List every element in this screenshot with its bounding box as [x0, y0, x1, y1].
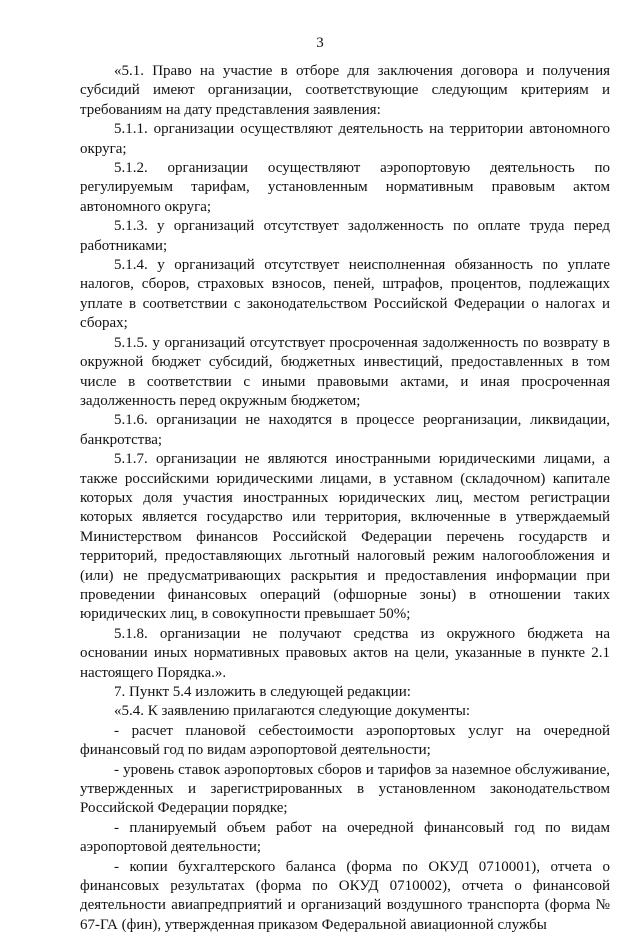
paragraph-5-1-5: 5.1.5. у организаций отсутствует просроченная задолженность по возврату в окружной бюджет субсидий, бюджетных инвестиций, предоставленных в том числе в соответствии с иными правовыми актами, и иная просроченная задолженность перед окружным бюджетом; — [80, 334, 610, 409]
list-item: - копии бухгалтерского баланса (форма по ОКУД 0710001), отчета о финансовых результатах (форма по ОКУД 0710002), отчета о финансовой деятельности авиапредприятий и организаций воздушного транспорта (форма № 67-ГА (фин), утвержденная приказом Федеральной авиационной службы — [80, 858, 610, 933]
paragraph-5-1-8: 5.1.8. организации не получают средства из окружного бюджета на основании иных нормативных правовых актов на цели, указанные в пункте 2.1 настоящего Порядка.». — [80, 625, 610, 681]
paragraph-5-4: «5.4. К заявлению прилагаются следующие документы: — [114, 703, 471, 720]
paragraph-5-1-3: 5.1.3. у организаций отсутствует задолженность по оплате труда перед работниками; — [80, 218, 610, 254]
paragraph-5-1: «5.1. Право на участие в отборе для заключения договора и получения субсидий имеют организации, соответствующие следующим критериям и требованиям на дату представления заявления: — [80, 63, 610, 118]
document-body — [80, 62, 610, 935]
paragraph-item-7: 7. Пункт 5.4 изложить в следующей редакции: — [114, 684, 411, 700]
paragraph-5-1-2: 5.1.2. организации осуществляют аэропортовую деятельность по регулируемым тарифам, установленным нормативным правовым актом автономного округа; — [80, 160, 610, 215]
paragraph-5-1-4: 5.1.4. у организаций отсутствует неисполненная обязанность по уплате налогов, сборов, страховых взносов, пеней, штрафов, процентов, подлежащих уплате в соответствии с законодательством Российской Федерации о налогах и сборах; — [80, 257, 610, 332]
paragraph-5-1-7: 5.1.7. организации не являются иностранными юридическими лицами, а также российскими юридическими лицами, в уставном (складочном) капитале которых доля участия иностранных юридических лиц, местом регистрации которых является государство или территория, включенные в утверждаемый Министерством финансов Российской Федерации перечень государств и территорий, предоставляющих льготный налоговый режим налогообложения и (или) не предусматривающих раскрытия и предоставления информации при проведении финансовых операций (офшорные зоны) в отношении таких юридических лиц, в совокупности превышает 50%; — [80, 451, 610, 623]
page-number: 3 — [316, 35, 324, 51]
paragraph-5-1-6: 5.1.6. организации не находятся в процессе реорганизации, ликвидации, банкротства; — [80, 412, 610, 448]
list-item: - расчет плановой себестоимости аэропортовых услуг на очередной финансовый год по видам аэропортовой деятельности; — [80, 722, 610, 759]
list-item: - уровень ставок аэропортовых сборов и тарифов за наземное обслуживание, утвержденных и зарегистрированных в установленном законодательством Российской Федерации порядке; — [80, 761, 610, 817]
list-item: - планируемый объем работ на очередной финансовый год по видам аэропортовой деятельности; — [80, 819, 610, 856]
paragraph-5-1-1: 5.1.1. организации осуществляют деятельность на территории автономного округа; — [80, 121, 610, 157]
